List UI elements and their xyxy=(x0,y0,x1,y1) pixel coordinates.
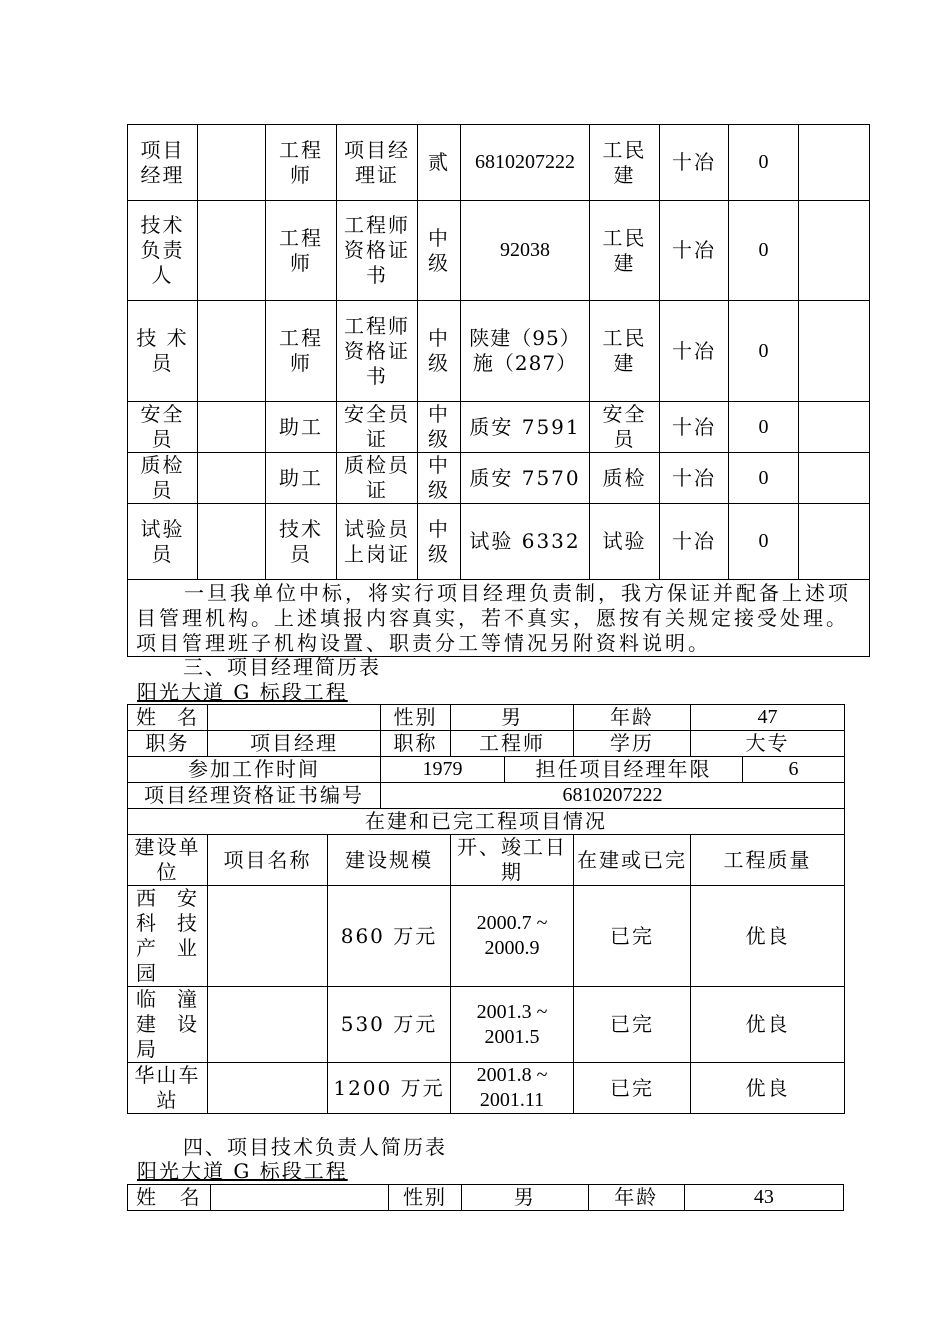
pm-row-cert xyxy=(128,783,845,809)
cell-unit: 十冶 xyxy=(660,301,729,402)
cell-status: 已完 xyxy=(574,987,691,1063)
cell-title: 助工 xyxy=(266,402,337,453)
cell-status: 已完 xyxy=(574,886,691,987)
cell-scale: 1200 万元 xyxy=(328,1063,451,1114)
cell-project xyxy=(208,1063,328,1114)
cell-dates: 2001.8 ~ 2001.11 xyxy=(451,1063,574,1114)
cell-count: 0 xyxy=(729,301,799,402)
value-gender: 男 xyxy=(461,1185,588,1211)
label-start-work: 参加工作时间 xyxy=(128,757,381,783)
cell-scale: 530 万元 xyxy=(328,987,451,1063)
cell-name xyxy=(198,402,266,453)
table-row xyxy=(128,125,870,201)
cell-certificate: 工程师资格证书 xyxy=(337,301,418,402)
col-quality: 工程质量 xyxy=(691,835,845,886)
cell-quality: 优良 xyxy=(691,1063,845,1114)
section3-project-name: 阳光大道 G 标段工程 xyxy=(137,680,348,704)
cell-name xyxy=(198,504,266,580)
projects-column-headers xyxy=(128,835,845,886)
cell-position: 技术负责人 xyxy=(128,201,198,301)
cell-scale: 860 万元 xyxy=(328,886,451,987)
value-age: 47 xyxy=(691,705,845,731)
cell-remark xyxy=(799,504,870,580)
cell-specialty: 试验 xyxy=(590,504,660,580)
cell-count: 0 xyxy=(729,201,799,301)
cell-client: 华山车站 xyxy=(128,1063,208,1114)
cell-unit: 十冶 xyxy=(660,453,729,504)
cell-quality: 优良 xyxy=(691,886,845,987)
cell-remark xyxy=(799,301,870,402)
cell-cert-no: 陕建（95）施（287） xyxy=(461,301,590,402)
cell-title: 助工 xyxy=(266,453,337,504)
cell-cert-no: 质安 7591 xyxy=(461,402,590,453)
cell-grade: 中级 xyxy=(418,402,461,453)
label-gender: 性别 xyxy=(389,1185,461,1211)
cell-cert-no: 试验 6332 xyxy=(461,504,590,580)
col-client: 建设单位 xyxy=(128,835,208,886)
cell-cert-no: 质安 7570 xyxy=(461,453,590,504)
statement-text xyxy=(128,580,870,657)
cell-position: 安全员 xyxy=(128,402,198,453)
cell-grade: 贰 xyxy=(418,125,461,201)
pm-resume-table xyxy=(127,704,845,1114)
value-gender: 男 xyxy=(451,705,574,731)
cell-unit: 十冶 xyxy=(660,201,729,301)
label-age: 年龄 xyxy=(588,1185,684,1211)
table-row xyxy=(128,301,870,402)
value-duty: 项目经理 xyxy=(208,731,381,757)
cell-remark xyxy=(799,402,870,453)
value-name xyxy=(210,1185,389,1211)
statement-row xyxy=(128,580,870,657)
cell-title: 工程师 xyxy=(266,201,337,301)
cell-position: 试验员 xyxy=(128,504,198,580)
cell-dates: 2000.7 ~ 2000.9 xyxy=(451,886,574,987)
label-education: 学历 xyxy=(574,731,691,757)
cell-specialty: 工民建 xyxy=(590,125,660,201)
cell-cert-no: 92038 xyxy=(461,201,590,301)
cell-title: 技术员 xyxy=(266,504,337,580)
cell-project xyxy=(208,886,328,987)
table-row xyxy=(128,402,870,453)
label-name: 姓名 xyxy=(128,1185,211,1211)
pm-row-duty xyxy=(128,731,845,757)
value-pm-years: 6 xyxy=(743,757,845,783)
cell-name xyxy=(198,301,266,402)
tech-lead-resume-table xyxy=(127,1184,844,1211)
section4-heading: 四、项目技术负责人简历表 xyxy=(183,1135,447,1159)
cell-position: 技 术员 xyxy=(128,301,198,402)
value-education: 大专 xyxy=(691,731,845,757)
table-row xyxy=(128,987,845,1063)
cell-name xyxy=(198,453,266,504)
pm-row-projects-header xyxy=(128,809,845,835)
col-scale: 建设规模 xyxy=(328,835,451,886)
cell-cert-no: 6810207222 xyxy=(461,125,590,201)
cell-specialty: 工民建 xyxy=(590,201,660,301)
value-title: 工程师 xyxy=(451,731,574,757)
label-pm-years: 担任项目经理年限 xyxy=(505,757,743,783)
cell-quality: 优良 xyxy=(691,987,845,1063)
cell-certificate: 试验员上岗证 xyxy=(337,504,418,580)
cell-title: 工程师 xyxy=(266,125,337,201)
cell-unit: 十冶 xyxy=(660,125,729,201)
cell-dates: 2001.3 ~ 2001.5 xyxy=(451,987,574,1063)
staff-table xyxy=(127,124,870,657)
cell-grade: 中级 xyxy=(418,201,461,301)
pm-row-work xyxy=(128,757,845,783)
cell-grade: 中级 xyxy=(418,453,461,504)
cell-position: 质检员 xyxy=(128,453,198,504)
section4-project-name: 阳光大道 G 标段工程 xyxy=(137,1159,348,1183)
cell-certificate: 工程师资格证书 xyxy=(337,201,418,301)
cell-remark xyxy=(799,125,870,201)
table-row xyxy=(128,504,870,580)
cell-count: 0 xyxy=(729,453,799,504)
statement-body: 一旦我单位中标，将实行项目经理负责制，我方保证并配备上述项目管理机构。上述填报内容真实，若不真实，愿按有关规定接受处理。项目管理班子机构设置、职责分工等情况另附资料说明。 xyxy=(136,580,851,655)
cell-name xyxy=(198,201,266,301)
table-row xyxy=(128,453,870,504)
cell-unit: 十冶 xyxy=(660,504,729,580)
cell-certificate: 项目经理证 xyxy=(337,125,418,201)
cell-specialty: 安全员 xyxy=(590,402,660,453)
cell-remark xyxy=(799,453,870,504)
cell-status: 已完 xyxy=(574,1063,691,1114)
label-title: 职称 xyxy=(381,731,451,757)
cell-certificate: 质检员证 xyxy=(337,453,418,504)
cell-client: 西 安科 技产 业园 xyxy=(128,886,208,987)
col-dates: 开、竣工日期 xyxy=(451,835,574,886)
cell-name xyxy=(198,125,266,201)
cell-specialty: 质检 xyxy=(590,453,660,504)
value-start-work: 1979 xyxy=(381,757,505,783)
value-age: 43 xyxy=(684,1185,843,1211)
table-row xyxy=(128,1063,845,1114)
value-name xyxy=(208,705,381,731)
cell-grade: 中级 xyxy=(418,504,461,580)
cell-project xyxy=(208,987,328,1063)
label-age: 年龄 xyxy=(574,705,691,731)
cell-specialty: 工民建 xyxy=(590,301,660,402)
label-gender: 性别 xyxy=(381,705,451,731)
pm-row-name xyxy=(128,705,845,731)
cell-grade: 中级 xyxy=(418,301,461,402)
cell-count: 0 xyxy=(729,504,799,580)
col-project: 项目名称 xyxy=(208,835,328,886)
label-name: 姓名 xyxy=(128,705,208,731)
table-row xyxy=(128,886,845,987)
cell-certificate: 安全员证 xyxy=(337,402,418,453)
label-duty: 职务 xyxy=(128,731,208,757)
staff-table-body xyxy=(128,125,870,657)
cell-client: 临 潼建 设局 xyxy=(128,987,208,1063)
cell-title: 工程师 xyxy=(266,301,337,402)
col-status: 在建或已完 xyxy=(574,835,691,886)
projects-header: 在建和已完工程项目情况 xyxy=(128,809,845,835)
cell-unit: 十冶 xyxy=(660,402,729,453)
cell-count: 0 xyxy=(729,402,799,453)
cell-count: 0 xyxy=(729,125,799,201)
tech-row-name xyxy=(128,1185,844,1211)
label-cert-no: 项目经理资格证书编号 xyxy=(128,783,381,809)
value-cert-no: 6810207222 xyxy=(381,783,845,809)
section3-heading: 三、项目经理简历表 xyxy=(183,655,381,679)
cell-position: 项目经理 xyxy=(128,125,198,201)
table-row xyxy=(128,201,870,301)
cell-remark xyxy=(799,201,870,301)
